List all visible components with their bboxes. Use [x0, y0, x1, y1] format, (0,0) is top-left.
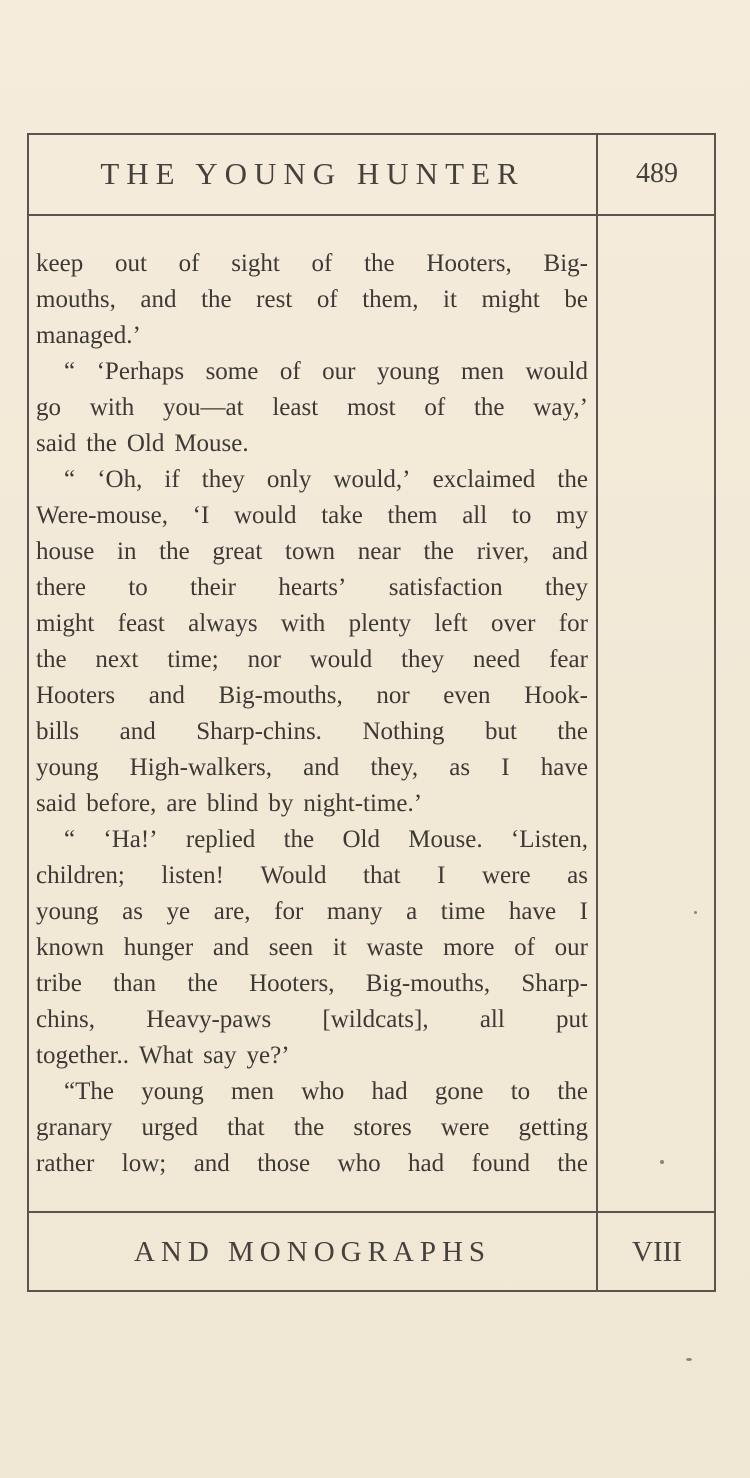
running-head-title: THE YOUNG HUNTER: [100, 156, 525, 191]
text-line: go with you—at least most of the way,’: [36, 394, 588, 421]
text-line: managed.’: [36, 322, 141, 349]
text-line: Hooters and Big-mouths, nor even Hook-: [36, 682, 588, 709]
text-line: “ ‘Ha!’ replied the Old Mouse. ‘Listen,: [64, 826, 588, 853]
text-line: keep out of sight of the Hooters, Big-: [36, 250, 588, 277]
text-line: there to their hearts’ satisfaction they: [36, 574, 588, 601]
footer-series-title: AND MONOGRAPHS: [133, 1236, 492, 1268]
paper-speck: [686, 1358, 692, 1361]
footer-volume-number: VIII: [632, 1236, 682, 1268]
text-line: young High-walkers, and they, as I have: [36, 754, 588, 781]
text-line: might feast always with plenty left over for: [36, 610, 588, 637]
text-line: granary urged that the stores were getting: [36, 1114, 588, 1141]
text-line: tribe than the Hooters, Big-mouths, Sharp-: [36, 970, 588, 997]
text-line: “The young men who had gone to the: [64, 1078, 588, 1105]
text-line: said before, are blind by night-time.’: [36, 790, 423, 817]
text-line: chins, Heavy-paws [wildcats], all put: [36, 1006, 588, 1033]
paper-speck: [694, 911, 697, 914]
text-line: said the Old Mouse.: [36, 430, 249, 457]
text-line: mouths, and the rest of them, it might be: [36, 286, 588, 313]
page-number: 489: [636, 158, 678, 189]
text-line: children; listen! Would that I were as: [36, 862, 588, 889]
text-line: Were-mouse, ‘I would take them all to my: [36, 502, 588, 529]
text-line: bills and Sharp-chins. Nothing but the: [36, 718, 588, 745]
body-text: [36, 246, 588, 1182]
column-divider: [596, 133, 598, 1292]
text-line: “ ‘Perhaps some of our young men would: [64, 358, 588, 385]
text-line: known hunger and seen it waste more of our: [36, 934, 588, 961]
text-line: “ ‘Oh, if they only would,’ exclaimed the: [64, 466, 588, 493]
text-line: the next time; nor would they need fear: [36, 646, 588, 673]
paper-speck: [660, 1160, 664, 1164]
text-line: young as ye are, for many a time have I: [36, 898, 588, 925]
text-line: rather low; and those who had found the: [36, 1150, 588, 1177]
text-line: house in the great town near the river, and: [36, 538, 588, 565]
text-line: together.. What say ye?’: [36, 1042, 290, 1069]
